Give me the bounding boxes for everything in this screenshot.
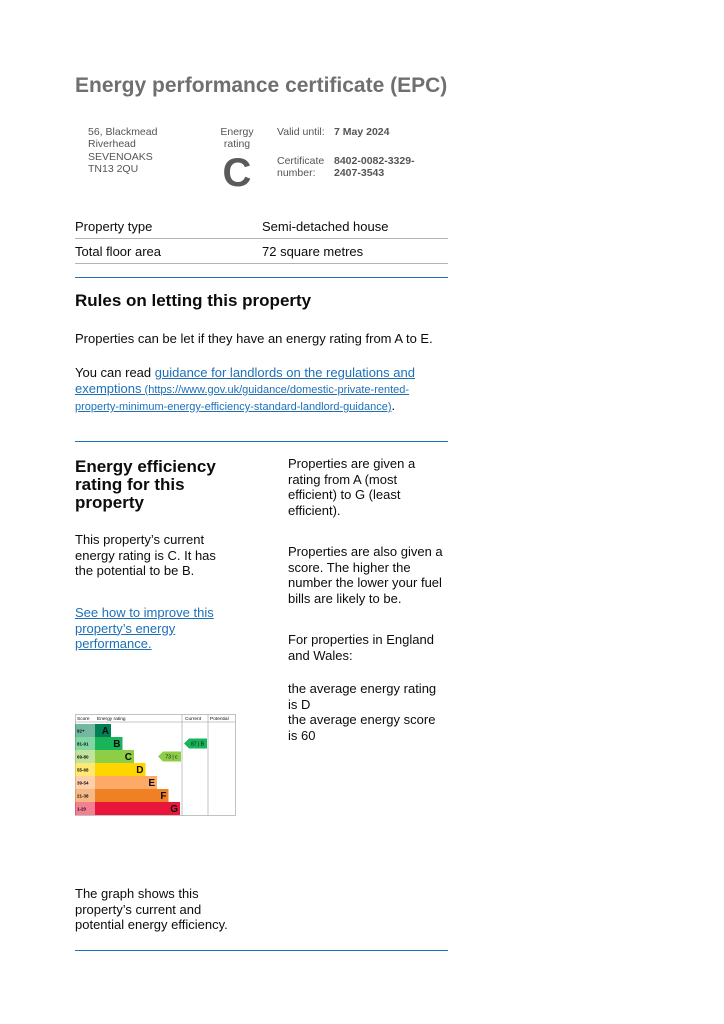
- explanation-line: score. The higher the: [288, 559, 411, 575]
- band-letter: E: [148, 778, 155, 789]
- explanation-line: the average energy rating: [288, 681, 437, 696]
- property-type-key: Property type: [75, 218, 153, 234]
- energy-rating-chart: [75, 714, 236, 816]
- average-explanation: [288, 681, 453, 743]
- graph-caption-line: property’s current and: [75, 901, 202, 917]
- chart-header-score: Score: [77, 717, 90, 722]
- chart-header-current: Current: [185, 717, 201, 722]
- guidance-url-link[interactable]: (https://www.gov.uk/guidance/domestic-private-rented-: [141, 383, 410, 396]
- band-letter: C: [124, 752, 132, 763]
- certificate-number-line: 8402-0082-3329-: [334, 155, 415, 167]
- address-line: TN13 2QU: [88, 163, 139, 176]
- explanation-line: is D: [288, 696, 311, 712]
- band-letter: F: [160, 791, 167, 802]
- band-range-label: 92+: [77, 728, 85, 734]
- section-divider: [75, 277, 448, 278]
- potential-rating-marker-label: 87 | B: [191, 741, 204, 748]
- letting-heading: Rules on letting this property: [75, 291, 312, 310]
- band-letter: D: [136, 765, 144, 776]
- certificate-label: [277, 155, 324, 180]
- band-range-label: 81-91: [77, 741, 89, 747]
- band-letter: A: [101, 726, 109, 737]
- address-line: SEVENOAKS: [88, 150, 153, 163]
- certificate-label-line: Certificate: [277, 155, 325, 167]
- band-range-label: 69-80: [77, 754, 89, 760]
- band-letter: G: [170, 804, 178, 815]
- guidance-link[interactable]: exemptions: [75, 380, 142, 396]
- table-row: [75, 214, 448, 239]
- address-line: 56, Blackmead: [88, 126, 158, 138]
- explanation-line: Properties are given a: [288, 456, 416, 471]
- table-row: [75, 239, 448, 264]
- rating-explanation: [288, 456, 453, 518]
- guidance-suffix: .: [391, 398, 396, 413]
- explanation-line: rating from A (most: [288, 471, 398, 487]
- explanation-line: number the lower your fuel: [288, 575, 442, 590]
- address-line: Riverhead: [88, 138, 136, 151]
- letting-paragraph: Properties can be let if they have an energy rating from A to E.: [75, 331, 433, 346]
- valid-until-value: 7 May 2024: [334, 126, 390, 138]
- efficiency-heading-line: rating for this: [75, 475, 185, 494]
- chart-header-rating: Energy rating: [97, 717, 126, 722]
- guidance-prefix: You can read: [75, 365, 155, 380]
- energy-rating-letter: C: [222, 151, 252, 195]
- certificate-label-line: number:: [277, 167, 316, 180]
- graph-caption-line: potential energy efficiency.: [75, 917, 228, 932]
- efficiency-heading: [75, 458, 265, 512]
- band-range-label: 55-68: [77, 767, 89, 773]
- property-type-value: Semi-detached house: [262, 218, 389, 234]
- energy-rating-label-line: rating: [223, 138, 251, 151]
- current-rating-text: [75, 532, 216, 579]
- band-range-label: 1-20: [77, 806, 87, 812]
- band-range-label: 21-38: [77, 793, 89, 799]
- guidance-url-link[interactable]: property-minimum-energy-efficiency-standard-landlord-guidance): [75, 401, 392, 413]
- graph-caption-line: The graph shows this: [75, 886, 199, 901]
- current-rating-line: This property’s current: [75, 532, 205, 547]
- explanation-line: and Wales:: [288, 647, 353, 663]
- explanation-line: efficient).: [288, 502, 341, 518]
- band-bar: [95, 802, 180, 815]
- energy-rating-label: [212, 126, 262, 151]
- section-divider: [75, 441, 448, 442]
- letting-guidance-paragraph: [75, 365, 455, 416]
- guidance-link[interactable]: guidance for landlords on the regulations and: [154, 365, 415, 380]
- valid-until-label: Valid until:: [277, 126, 325, 138]
- floor-area-value: 72 square metres: [262, 243, 364, 259]
- improve-link[interactable]: performance.: [75, 636, 152, 651]
- section-divider: [75, 950, 448, 951]
- explanation-line: the average energy score: [288, 712, 436, 727]
- address: [88, 126, 157, 176]
- explanation-line: bills are likely to be.: [288, 590, 402, 606]
- score-explanation: [288, 544, 458, 606]
- region-explanation: [288, 632, 453, 663]
- chart-header-potential: Potential: [210, 717, 229, 722]
- current-rating-line: the potential to be B.: [75, 563, 195, 578]
- explanation-line: Properties are also given a: [288, 544, 443, 559]
- explanation-line: efficient) to G (least: [288, 487, 401, 502]
- floor-area-key: Total floor area: [75, 243, 161, 259]
- certificate-number-line: 2407-3543: [334, 167, 385, 180]
- energy-rating-label-line: Energy: [220, 126, 254, 138]
- efficiency-heading-line: property: [75, 493, 144, 512]
- improve-link[interactable]: See how to improve this: [75, 605, 214, 620]
- page-title: Energy performance certificate (EPC): [75, 74, 448, 97]
- efficiency-heading-line: Energy efficiency: [75, 457, 216, 476]
- band-letter: B: [113, 739, 121, 750]
- improve-link[interactable]: property’s energy: [75, 620, 176, 636]
- explanation-line: For properties in England: [288, 632, 434, 647]
- graph-caption: [75, 886, 228, 933]
- certificate-number: [334, 155, 415, 180]
- band-range-label: 39-54: [77, 780, 89, 786]
- current-rating-line: energy rating is C. It has: [75, 547, 216, 563]
- property-summary-table: [75, 214, 448, 264]
- improve-link-block: [75, 605, 214, 652]
- band-bar: [95, 789, 169, 802]
- explanation-line: is 60: [288, 727, 316, 743]
- current-rating-marker-label: 73 | c: [165, 754, 178, 761]
